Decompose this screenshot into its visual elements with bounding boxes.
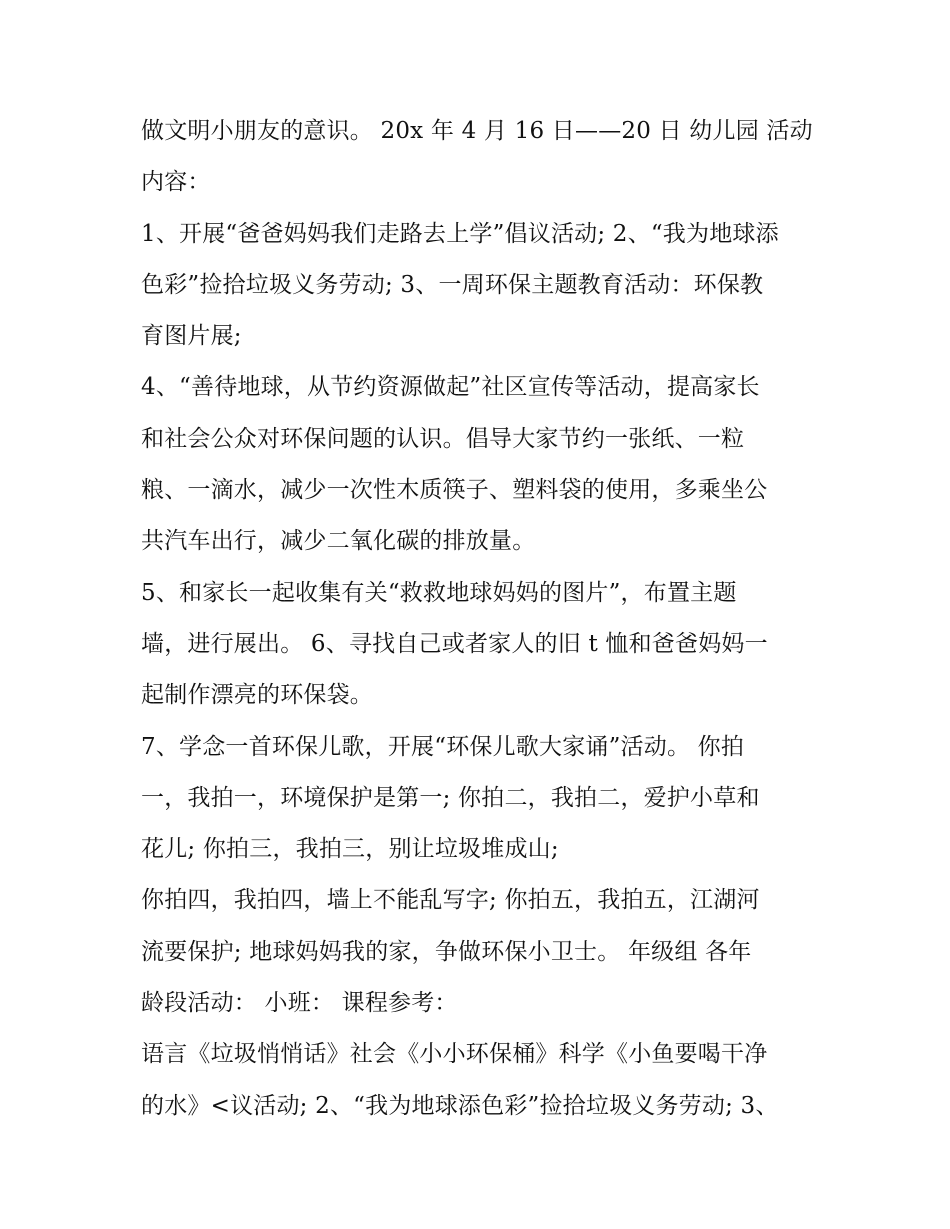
text-line: 育图片展; <box>141 323 242 350</box>
text-line: 粮、一滴水，减少一次性木质筷子、塑料袋的使用，多乘坐公 <box>141 477 768 504</box>
text-line: 共汽车出行，减少二氧化碳的排放量。 <box>141 528 536 555</box>
text-line: 花儿; 你拍三，我拍三，别让垃圾堆成山; <box>141 836 559 863</box>
text-line: 语言《垃圾悄悄话》社会《小小环保桶》科学《小鱼要喝干净 <box>141 1041 768 1068</box>
text-line: 一，我拍一，环境保护是第一; 你拍二，我拍二，爱护小草和 <box>141 784 760 811</box>
text-line: 内容： <box>141 169 211 196</box>
text-line: 和社会公众对环保问题的认识。倡导大家节约一张纸、一粒 <box>141 425 745 452</box>
text-line: 你拍四，我拍四，墙上不能乱写字; 你拍五，我拍五，江湖河 <box>141 887 760 914</box>
text-line: 做文明小朋友的意识。 20x 年 4 月 16 日——20 日 幼儿园 活动 <box>141 118 813 144</box>
text-line: 墙，进行展出。 6、寻找自己或者家人的旧 t 恤和爸爸妈妈一 <box>141 630 768 657</box>
text-line: 龄段活动： 小班： 课程参考： <box>141 990 458 1017</box>
text-line: 4、“善待地球，从节约资源做起”社区宣传等活动，提高家长 <box>141 374 760 401</box>
text-line: 的水》<议活动; 2、“我为地球添色彩”捡拾垃圾义务劳动; 3、 <box>141 1092 779 1119</box>
text-line: 7、学念一首环保儿歌，开展“环保儿歌大家诵”活动。 你拍 <box>141 733 745 760</box>
text-line: 流要保护; 地球妈妈我的家，争做环保小卫士。 年级组 各年 <box>141 938 752 965</box>
text-line: 5、和家长一起收集有关“救救地球妈妈的图片”，布置主题 <box>141 579 737 606</box>
text-line: 1、开展“爸爸妈妈我们走路去上学”倡议活动; 2、“我为地球添 <box>141 220 779 247</box>
text-line: 色彩”捡拾垃圾义务劳动; 3、一周环保主题教育活动：环保教 <box>141 271 764 298</box>
document-body <box>141 106 821 1132</box>
text-line: 起制作漂亮的环保袋。 <box>141 682 373 709</box>
